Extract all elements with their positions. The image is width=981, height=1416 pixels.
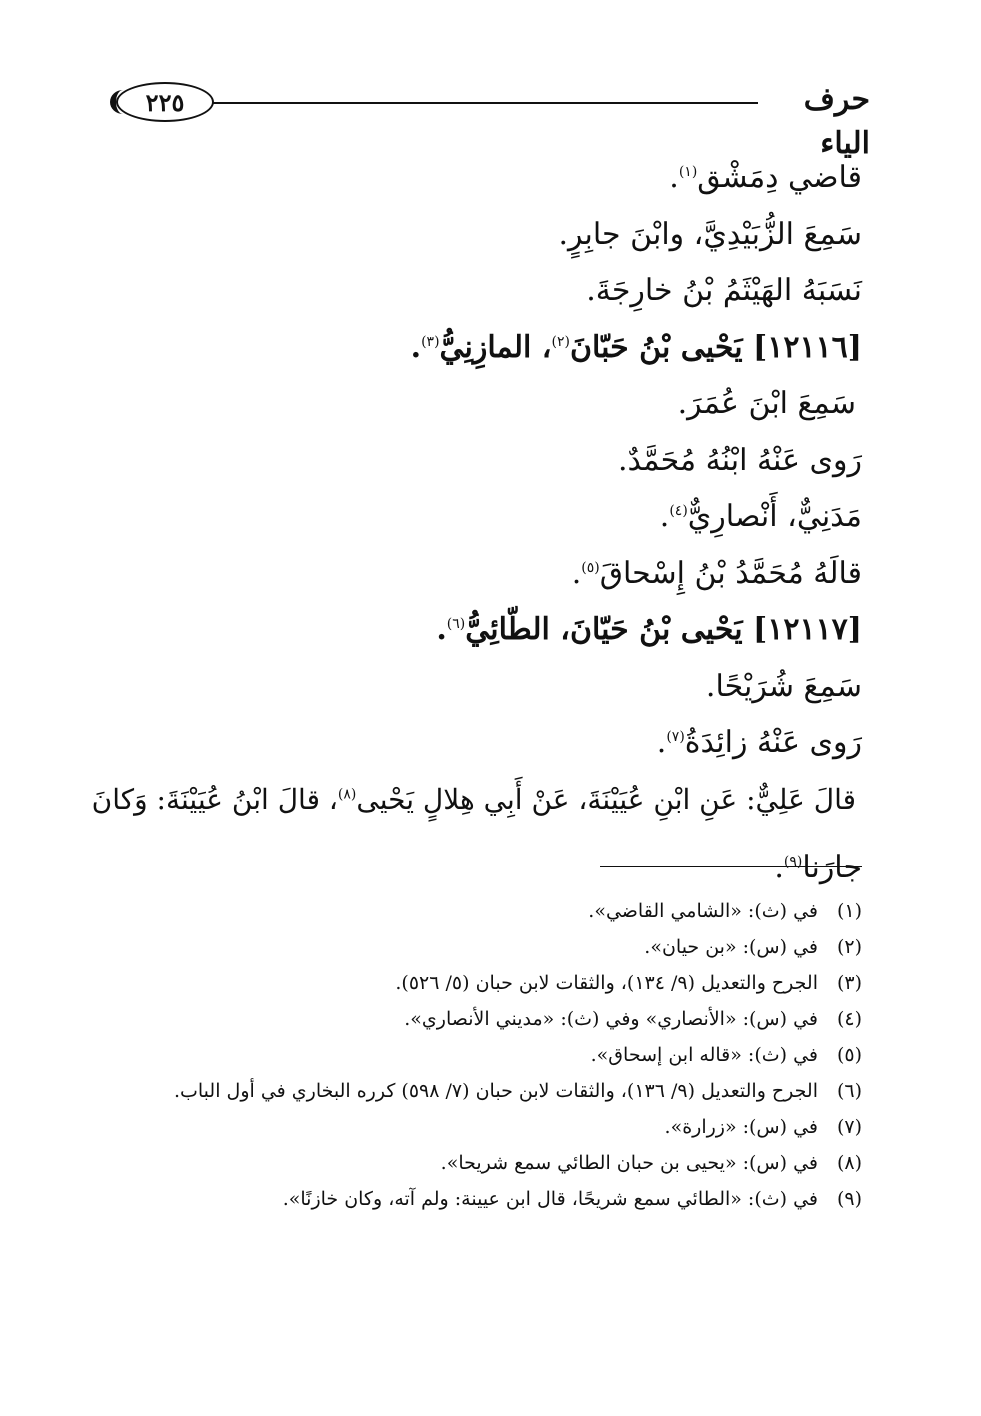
chapter-title: حرف الياء [803, 82, 870, 161]
line-text: قالَ عَلِيٌّ: عَنِ ابْنِ عُيَيْنَةَ، عَنْ أَبِي هِلالٍ يَحْيى [356, 782, 856, 816]
footnote-item [118, 1073, 862, 1109]
line-text: مَدَنِيٌّ، أَنْصارِيٌّ [687, 499, 862, 534]
text-line [118, 715, 862, 772]
line-text: [١٢١١٦] يَحْيى بْنُ حَبّانَ [569, 329, 862, 365]
header-rule [210, 102, 758, 104]
line-text: سَمِعَ شُرَيْحًا. [705, 668, 862, 704]
footnote-text: في (س): «زرارة». [664, 1116, 818, 1138]
text-line [118, 489, 862, 546]
footnote-ref: (٨) [337, 786, 357, 803]
footnote-text: في (ث): «الطائي سمع شريحًا، قال ابن عيينة: ولم آته، وكان خازنًا». [282, 1188, 818, 1210]
line-text: قالَهُ مُحَمَّدُ بْنُ إِسْحاقَ [599, 555, 862, 591]
text-line [118, 659, 862, 716]
footnote-ref: (٢) [551, 333, 570, 350]
footnote-ref: (٤) [669, 503, 688, 519]
text-line [118, 263, 862, 320]
line-text: سَمِعَ الزُّبَيْدِيَّ، وابْنَ جابِرٍ. [558, 216, 862, 252]
entry-heading [118, 320, 862, 377]
text-line [118, 840, 862, 897]
line-text: رَوى عَنْهُ زائِدَةُ [684, 725, 862, 760]
line-text: جارَنا [802, 850, 862, 885]
footnote-ref: (١) [678, 164, 698, 180]
line-text-after: ، قالَ ابْنُ عُيَيْنَةَ: وَكانَ [91, 782, 338, 816]
footnote-item [118, 965, 862, 1001]
footnote-item [118, 1109, 862, 1145]
line-text: [١٢١١٧] يَحْيى بْنُ حَيّانَ، الطّائِيُّ [465, 612, 862, 647]
main-text [91, 150, 862, 897]
footnote-number: (٩) [836, 1188, 862, 1210]
footnote-text: في (س): «بن حيان». [644, 936, 818, 958]
footnote-item [118, 893, 862, 929]
footnote-text: في (س): «الأنصاري» وفي (ث): «مديني الأنصاري». [404, 1008, 818, 1030]
footnote-number: (٥) [836, 1044, 862, 1066]
text-line [118, 433, 862, 490]
line-text-after: . [410, 329, 422, 365]
line-text-after: . [656, 725, 667, 760]
footnote-ref: (٥) [581, 559, 600, 576]
line-text-after: . [659, 499, 670, 534]
footnote-text: في (س): «يحيى بن حبان الطائي سمع شريحا». [440, 1152, 818, 1174]
footnotes [118, 893, 862, 1217]
line-text-after: . [436, 612, 447, 647]
footnote-text: الجرح والتعديل (٩/ ١٣٦)، والثقات لابن حبان (٧/ ٥٩٨) كرره البخاري في أول الباب. [173, 1080, 818, 1102]
footnote-item [118, 1145, 862, 1181]
footnote-number: (٣) [836, 972, 862, 994]
line-text-after: . [774, 850, 784, 885]
line-text-after: . [669, 160, 679, 195]
text-line [118, 376, 862, 433]
footnote-text: في (ث): «قاله ابن إسحاق». [590, 1044, 818, 1066]
footnote-number: (٧) [836, 1116, 862, 1138]
entry-heading [118, 602, 862, 659]
footnote-item [118, 1037, 862, 1073]
footnote-text: في (ث): «الشامي القاضي». [588, 900, 818, 922]
line-text: قاضي دِمَشْق [697, 160, 862, 195]
footnote-item [118, 929, 862, 965]
footnote-ref: (٧) [666, 729, 685, 745]
footnote-item [118, 1001, 862, 1037]
footnote-text: الجرح والتعديل (٩/ ١٣٤)، والثقات لابن حبان (٥/ ٥٢٦). [395, 972, 818, 994]
footnote-ref: (٩) [783, 854, 803, 870]
text-line [91, 772, 862, 829]
footnote-number: (١) [836, 900, 862, 922]
line-text: رَوى عَنْهُ ابْنُهُ مُحَمَّدٌ. [618, 442, 862, 478]
text-line [118, 150, 862, 207]
page-number: ٢٢٥ [116, 82, 214, 122]
footnote-number: (٦) [836, 1080, 862, 1102]
footnote-number: (٢) [836, 936, 862, 958]
footnote-number: (٤) [836, 1008, 862, 1030]
footnote-item [118, 1181, 862, 1217]
footnote-ref: (٣) [421, 333, 440, 350]
line-text: سَمِعَ ابْنَ عُمَرَ. [677, 386, 856, 421]
line-text: نَسَبَهُ الهَيْثَمُ بْنُ خارِجَةَ. [586, 273, 862, 308]
footnote-number: (٨) [836, 1152, 862, 1174]
footnote-ref: (٦) [446, 616, 466, 632]
footnote-separator [600, 866, 862, 867]
text-line [118, 207, 862, 264]
line-text-after: . [571, 555, 582, 591]
line-text-after: ، المازِنِيُّ [439, 329, 552, 365]
page-header [110, 78, 870, 161]
text-line [118, 546, 862, 603]
